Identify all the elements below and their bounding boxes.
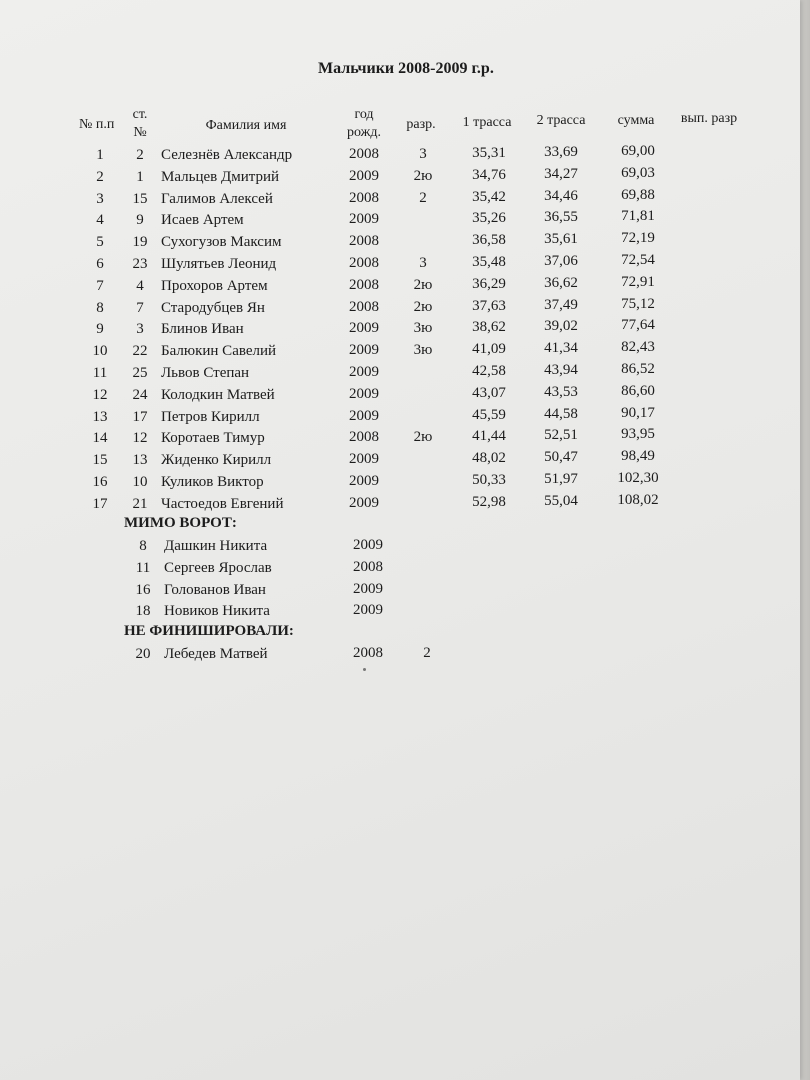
rank: 3ю bbox=[413, 342, 433, 359]
run1-time: 38,62 bbox=[472, 319, 506, 336]
rank: 3 bbox=[419, 146, 427, 162]
run1-time: 52,98 bbox=[472, 493, 506, 510]
run2-time: 41,34 bbox=[544, 340, 578, 357]
total-time: 72,91 bbox=[621, 273, 655, 290]
row-number: 2 bbox=[96, 168, 104, 185]
athlete-name: Львов Степан bbox=[161, 365, 250, 381]
start-number: 2 bbox=[136, 147, 144, 163]
start-number: 16 bbox=[135, 581, 151, 598]
row-number: 15 bbox=[92, 452, 108, 469]
rank: 3ю bbox=[413, 320, 433, 337]
athlete-name: Куликов Виктор bbox=[161, 474, 264, 490]
birth-year: 2009 bbox=[349, 342, 379, 359]
start-number: 19 bbox=[132, 234, 148, 251]
run2-time: 52,51 bbox=[544, 427, 578, 444]
birth-year: 2009 bbox=[349, 385, 379, 402]
run1-time: 41,09 bbox=[472, 341, 506, 358]
birth-year: 2009 bbox=[349, 473, 379, 489]
run2-time: 36,55 bbox=[544, 209, 578, 226]
athlete-name: Петров Кирилл bbox=[161, 408, 260, 425]
total-time: 108,02 bbox=[617, 491, 659, 508]
start-number: 22 bbox=[132, 343, 148, 360]
athlete-name: Колодкин Матвей bbox=[161, 386, 275, 403]
birth-year: 2009 bbox=[349, 320, 379, 337]
start-number: 25 bbox=[132, 365, 148, 381]
run2-time: 51,97 bbox=[544, 471, 578, 487]
start-number: 13 bbox=[132, 452, 148, 469]
header-num: № п.п bbox=[79, 117, 115, 132]
birth-year: 2008 bbox=[349, 233, 379, 250]
header-run2: 2 трасса bbox=[536, 113, 586, 128]
start-number: 8 bbox=[139, 538, 147, 554]
birth-year: 2009 bbox=[349, 451, 379, 468]
birth-year: 2008 bbox=[349, 429, 379, 446]
start-number: 3 bbox=[136, 321, 144, 338]
row-number: 9 bbox=[96, 321, 104, 338]
start-number: 10 bbox=[132, 474, 148, 490]
header-year-top: год bbox=[354, 107, 374, 122]
row-number: 7 bbox=[96, 277, 104, 294]
run2-time: 43,94 bbox=[544, 362, 578, 378]
row-number: 12 bbox=[92, 386, 108, 403]
athlete-name: Сергеев Ярослав bbox=[164, 559, 272, 576]
birth-year: 2008 bbox=[349, 298, 379, 315]
row-number: 5 bbox=[96, 234, 104, 251]
row-number: 11 bbox=[92, 365, 108, 381]
birth-year: 2008 bbox=[353, 645, 383, 661]
start-number: 23 bbox=[132, 256, 148, 272]
run1-time: 50,33 bbox=[472, 472, 506, 488]
birth-year: 2009 bbox=[349, 211, 379, 228]
athlete-name: Исаев Артем bbox=[161, 212, 244, 229]
athlete-name: Блинов Иван bbox=[161, 321, 244, 338]
athlete-name: Голованов Иван bbox=[164, 581, 266, 598]
header-run1: 1 трасса bbox=[462, 115, 512, 130]
birth-year: 2009 bbox=[353, 537, 383, 553]
start-number: 7 bbox=[136, 299, 144, 316]
row-number: 6 bbox=[96, 256, 104, 272]
birth-year: 2008 bbox=[349, 255, 379, 271]
row-number: 17 bbox=[92, 495, 108, 512]
athlete-name: Жиденко Кирилл bbox=[161, 452, 272, 469]
start-number: 1 bbox=[136, 168, 144, 185]
total-time: 72,54 bbox=[621, 252, 655, 268]
header-name: Фамилия имя bbox=[205, 118, 287, 133]
run1-time: 35,31 bbox=[472, 145, 506, 161]
row-number: 8 bbox=[96, 299, 104, 316]
birth-year: 2008 bbox=[349, 146, 379, 162]
rank: 2 bbox=[419, 189, 427, 206]
run1-time: 36,58 bbox=[472, 232, 506, 249]
dnf-heading: НЕ ФИНИШИРОВАЛИ: bbox=[124, 623, 294, 639]
row-number: 10 bbox=[92, 343, 108, 360]
run1-time: 43,07 bbox=[472, 384, 506, 401]
run1-time: 45,59 bbox=[472, 406, 506, 423]
run1-time: 42,58 bbox=[472, 363, 506, 379]
total-time: 69,03 bbox=[621, 164, 655, 181]
run1-time: 36,29 bbox=[472, 275, 506, 292]
total-time: 93,95 bbox=[621, 426, 655, 443]
birth-year: 2008 bbox=[349, 189, 379, 206]
total-time: 86,60 bbox=[621, 382, 655, 399]
athlete-name: Шулятьев Леонид bbox=[161, 256, 277, 272]
run1-time: 37,63 bbox=[472, 297, 506, 314]
run2-time: 33,69 bbox=[544, 144, 578, 160]
start-number: 4 bbox=[136, 277, 144, 294]
athlete-name: Мальцев Дмитрий bbox=[161, 168, 280, 185]
run1-time: 35,48 bbox=[472, 254, 506, 270]
paper-speck bbox=[363, 668, 366, 671]
run2-time: 44,58 bbox=[544, 405, 578, 422]
run2-time: 43,53 bbox=[544, 383, 578, 400]
total-time: 90,17 bbox=[621, 404, 655, 421]
total-time: 82,43 bbox=[621, 339, 655, 356]
birth-year: 2009 bbox=[349, 494, 379, 511]
header-year-bottom: рожд. bbox=[347, 125, 381, 140]
start-number: 12 bbox=[132, 430, 148, 447]
missed-gates-heading: МИМО ВОРОТ: bbox=[124, 515, 237, 531]
rank: 3 bbox=[419, 255, 427, 271]
rank: 2 bbox=[423, 645, 431, 661]
total-time: 75,12 bbox=[621, 295, 655, 312]
birth-year: 2008 bbox=[353, 558, 383, 575]
run2-time: 36,62 bbox=[544, 274, 578, 291]
row-number: 1 bbox=[96, 147, 104, 163]
page-title: Мальчики 2008-2009 г.р. bbox=[318, 60, 494, 77]
total-time: 71,81 bbox=[621, 208, 655, 225]
run2-time: 34,46 bbox=[544, 187, 578, 204]
run2-time: 37,06 bbox=[544, 253, 578, 269]
start-number: 17 bbox=[132, 408, 148, 425]
row-number: 16 bbox=[92, 474, 108, 490]
run2-time: 39,02 bbox=[544, 318, 578, 335]
athlete-name: Сухогузов Максим bbox=[161, 234, 282, 251]
run1-time: 35,26 bbox=[472, 210, 506, 227]
start-number: 20 bbox=[135, 646, 151, 662]
run2-time: 35,61 bbox=[544, 231, 578, 248]
birth-year: 2009 bbox=[349, 364, 379, 380]
athlete-name: Селезнёв Александр bbox=[161, 147, 293, 163]
birth-year: 2009 bbox=[349, 407, 379, 424]
run2-time: 50,47 bbox=[544, 449, 578, 466]
header-achieved-rank: вып. разр bbox=[680, 111, 738, 126]
header-start-bottom: № bbox=[133, 125, 147, 140]
rank: 2ю bbox=[413, 276, 433, 293]
row-number: 14 bbox=[92, 430, 108, 447]
start-number: 24 bbox=[132, 386, 148, 403]
header-rank: разр. bbox=[406, 117, 436, 132]
run1-time: 41,44 bbox=[472, 428, 506, 445]
rank: 2ю bbox=[413, 429, 433, 446]
row-number: 4 bbox=[96, 212, 104, 229]
run1-time: 48,02 bbox=[472, 450, 506, 467]
start-number: 11 bbox=[135, 559, 151, 576]
run2-time: 34,27 bbox=[544, 165, 578, 182]
total-time: 69,88 bbox=[621, 186, 655, 203]
total-time: 77,64 bbox=[621, 317, 655, 334]
rank: 2ю bbox=[413, 298, 433, 315]
athlete-name: Стародубцев Ян bbox=[161, 299, 265, 316]
athlete-name: Частоедов Евгений bbox=[161, 495, 284, 512]
total-time: 69,00 bbox=[621, 143, 655, 159]
birth-year: 2009 bbox=[353, 602, 383, 619]
birth-year: 2008 bbox=[349, 276, 379, 293]
start-number: 9 bbox=[136, 212, 144, 229]
start-number: 15 bbox=[132, 190, 148, 207]
athlete-name: Галимов Алексей bbox=[161, 190, 273, 207]
birth-year: 2009 bbox=[353, 580, 383, 597]
run1-time: 35,42 bbox=[472, 188, 506, 205]
start-number: 18 bbox=[135, 603, 151, 620]
athlete-name: Балюкин Савелий bbox=[161, 343, 277, 360]
header-sum: сумма bbox=[617, 113, 655, 128]
run1-time: 34,76 bbox=[472, 166, 506, 183]
athlete-name: Коротаев Тимур bbox=[161, 430, 265, 447]
total-time: 86,52 bbox=[621, 361, 655, 377]
start-number: 21 bbox=[132, 495, 148, 512]
run2-time: 55,04 bbox=[544, 492, 578, 509]
row-number: 3 bbox=[96, 190, 104, 207]
athlete-name: Прохоров Артем bbox=[161, 277, 268, 294]
rank: 2ю bbox=[413, 167, 433, 184]
header-start-top: ст. bbox=[132, 107, 148, 122]
total-time: 98,49 bbox=[621, 448, 655, 465]
total-time: 72,19 bbox=[621, 230, 655, 247]
run2-time: 37,49 bbox=[544, 296, 578, 313]
athlete-name: Дашкин Никита bbox=[164, 538, 268, 554]
athlete-name: Новиков Никита bbox=[164, 603, 270, 620]
total-time: 102,30 bbox=[617, 470, 659, 486]
row-number: 13 bbox=[92, 408, 108, 425]
athlete-name: Лебедев Матвей bbox=[164, 646, 268, 662]
birth-year: 2009 bbox=[349, 167, 379, 184]
